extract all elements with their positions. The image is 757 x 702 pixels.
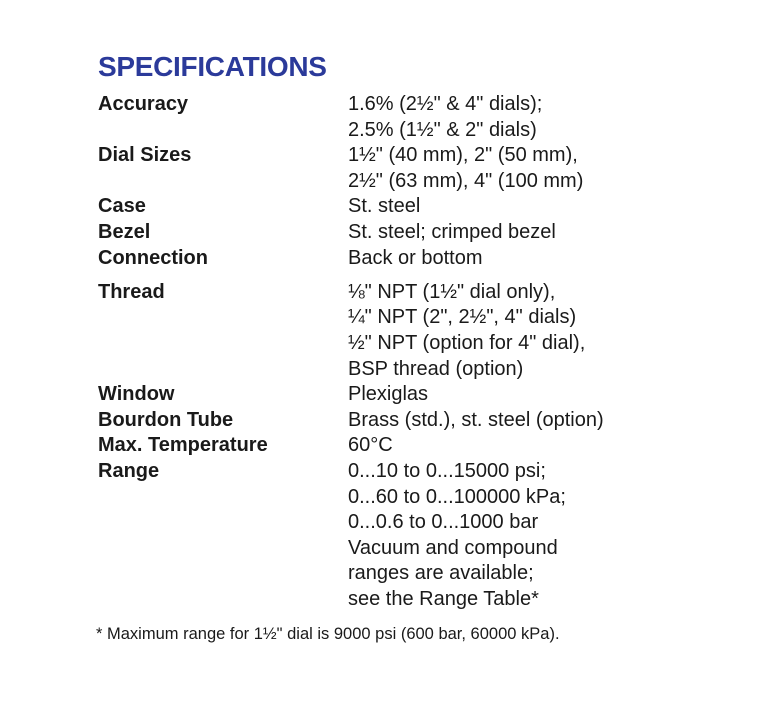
spec-value-line: 2.5% (1½" & 2" dials) (348, 118, 537, 141)
spec-label: Bezel (98, 221, 151, 243)
spec-value-line: 60°C (348, 434, 393, 457)
spec-value-line: ½" NPT (option for 4" dial), (348, 331, 586, 354)
spec-value-line: ranges are available; (348, 562, 534, 585)
spec-value-line: 1.6% (2½" & 4" dials); (348, 93, 543, 115)
spec-label: Window (98, 383, 175, 406)
spec-value-line: Plexiglas (348, 383, 429, 406)
spec-value-line: ¼" NPT (2", 2½", 4" dials) (348, 306, 577, 329)
spec-value-line: 0...60 to 0...100000 kPa; (348, 485, 566, 508)
spec-value-line: see the Range Table* (348, 587, 539, 610)
spec-label: Bourdon Tube (98, 408, 234, 431)
spec-value-line: St. steel (348, 195, 421, 218)
spec-value-line: 2½" (63 mm), 4" (100 mm) (348, 169, 584, 192)
spec-value-line: St. steel; crimped bezel (348, 221, 556, 243)
spec-label: Connection (98, 246, 208, 269)
spec-value-line: Back or bottom (348, 246, 483, 269)
spec-value-line: 0...0.6 to 0...1000 bar (348, 511, 539, 534)
spec-label: Dial Sizes (98, 144, 192, 167)
footnote: * Maximum range for 1½" dial is 9000 psi (600 bar, 60000 kPa). (96, 625, 560, 643)
spec-label: Thread (98, 280, 165, 303)
spec-value-line: 1½" (40 mm), 2" (50 mm), (348, 144, 578, 167)
spec-value-line: Vacuum and compound (348, 536, 558, 559)
spec-label: Accuracy (98, 93, 189, 115)
spec-value-line: ⅛" NPT (1½" dial only), (348, 280, 556, 303)
spec-value-line: BSP thread (option) (348, 357, 524, 380)
spec-label: Max. Temperature (98, 434, 268, 457)
spec-value-line: Brass (std.), st. steel (option) (348, 408, 604, 431)
page-title: SPECIFICATIONS (98, 51, 327, 82)
spec-label: Range (98, 459, 160, 482)
spec-label: Case (98, 195, 146, 218)
spec-value-line: 0...10 to 0...15000 psi; (348, 459, 546, 482)
